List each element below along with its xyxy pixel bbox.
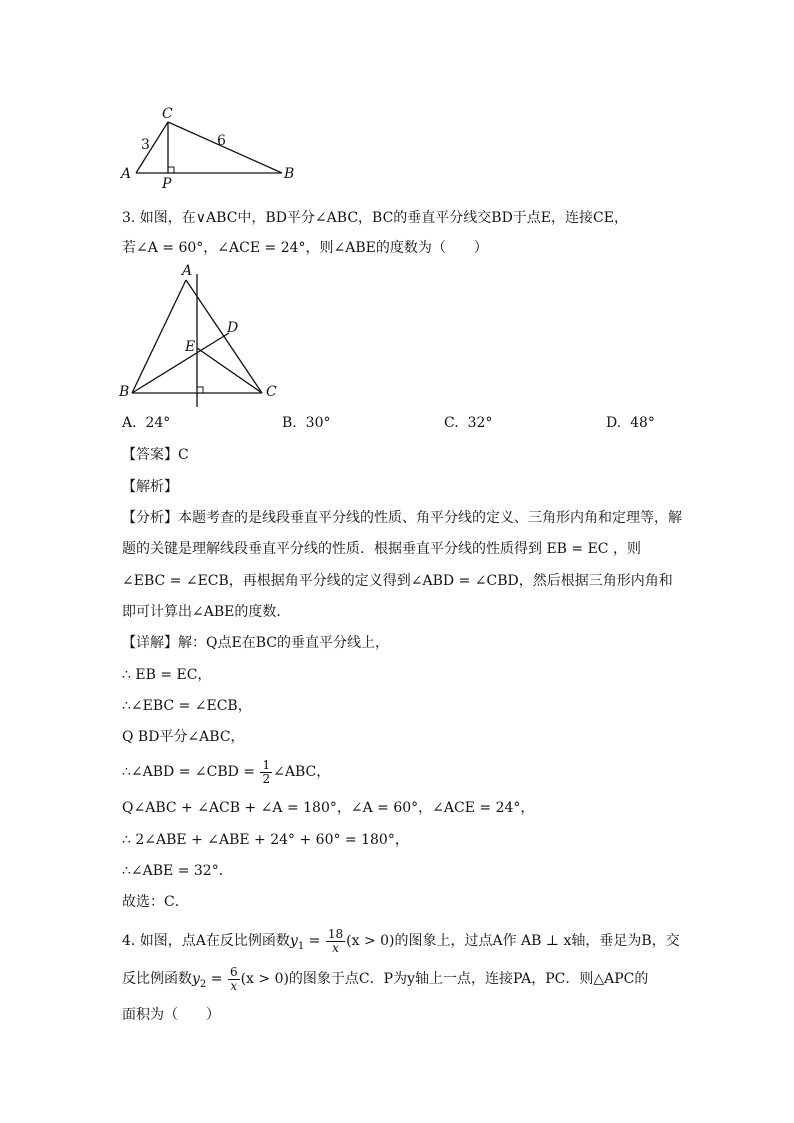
label-p: P bbox=[162, 176, 172, 190]
q3-option-b[interactable] bbox=[282, 415, 330, 431]
option-value: 24° bbox=[145, 415, 171, 431]
q3-detail-line3: ∴∠EBC = ∠ECB， bbox=[122, 698, 252, 714]
label-side-cb: 6 bbox=[217, 133, 226, 149]
fraction-numerator: 18 bbox=[327, 926, 344, 941]
bisect-suffix: ∠ABC， bbox=[273, 764, 331, 780]
label-c: C bbox=[162, 106, 173, 122]
fraction-18-over-x bbox=[326, 928, 345, 955]
q3-detail-line8: 故选：C． bbox=[122, 894, 189, 910]
label-b: B bbox=[119, 384, 130, 400]
option-value: 30° bbox=[305, 415, 331, 431]
fraction-denominator: x bbox=[332, 940, 339, 955]
option-label: D. bbox=[606, 415, 622, 431]
q3-stem-line1: 3. 如图，在∨ABC中，BD平分∠ABC，BC的垂直平分线交BD于点E，连接CE， bbox=[122, 210, 628, 226]
figure-triangle-abc bbox=[110, 260, 290, 410]
q3-detail-line1: 【详解】解：Q点E在BC的垂直平分线上， bbox=[122, 635, 389, 651]
figure-triangle-apc bbox=[110, 100, 310, 190]
q3-option-d[interactable] bbox=[606, 415, 655, 431]
q3-analysis-title: 【解析】 bbox=[122, 479, 178, 495]
q3-analysis-line4: 即可计算出∠ABE的度数． bbox=[122, 604, 291, 620]
q4-text: 反比例函数 bbox=[122, 971, 192, 987]
fraction-half bbox=[260, 759, 272, 786]
q3-detail-line2: ∴ EB = EC， bbox=[122, 667, 212, 683]
q4-var-y: y bbox=[192, 971, 200, 987]
option-label: C. bbox=[444, 415, 459, 431]
q4-stem-line2 bbox=[122, 963, 648, 1001]
q4-eq: = bbox=[304, 933, 325, 949]
q3-detail-bisect bbox=[122, 757, 330, 787]
q4-var-y: y bbox=[289, 933, 298, 949]
option-label: A. bbox=[122, 415, 137, 431]
option-label: B. bbox=[282, 415, 297, 431]
q4-eq: = bbox=[206, 971, 227, 987]
label-b: B bbox=[284, 166, 295, 182]
label-side-ac: 3 bbox=[141, 137, 150, 153]
q4-text: (x > 0)的图象于点C．P为y轴上一点，连接PA，PC．则△APC的 bbox=[240, 971, 649, 987]
q4-text: (x > 0)的图象上，过点A作 AB ⊥ x轴，垂足为B，交 bbox=[346, 933, 680, 949]
fraction-6-over-x bbox=[228, 966, 240, 993]
option-value: 32° bbox=[467, 415, 493, 431]
q4-subscript: 2 bbox=[199, 978, 207, 990]
label-d: D bbox=[227, 320, 239, 336]
bisect-prefix: ∴∠ABD = ∠CBD = bbox=[122, 764, 260, 780]
fraction-numerator: 1 bbox=[262, 757, 271, 772]
q3-answer: 【答案】C bbox=[122, 447, 189, 463]
q3-analysis-line1: 【分析】本题考查的是线段垂直平分线的性质、角平分线的定义、三角形内角和定理等，解 bbox=[122, 510, 682, 526]
q3-stem-line2: 若∠A = 60°，∠ACE = 24°，则∠ABE的度数为（ ） bbox=[122, 240, 488, 256]
label-a: A bbox=[121, 166, 132, 182]
q4-text: 4. 如图，点A在反比例函数 bbox=[122, 933, 290, 949]
q4-subscript: 1 bbox=[297, 940, 305, 952]
q3-analysis-line2: 题的关键是理解线段垂直平分线的性质．根据垂直平分线的性质得到 EB = EC ，则 bbox=[122, 541, 641, 557]
q4-stem-line1 bbox=[122, 925, 680, 963]
label-c: C bbox=[266, 384, 277, 400]
label-e: E bbox=[185, 339, 196, 355]
option-value: 48° bbox=[630, 415, 655, 431]
fraction-denominator: 2 bbox=[262, 771, 271, 786]
q3-option-a[interactable] bbox=[122, 415, 170, 431]
fraction-numerator: 6 bbox=[229, 964, 238, 979]
q4-stem-line3: 面积为（ ） bbox=[122, 1007, 220, 1023]
q3-detail-line5: Q∠ABC + ∠ACB + ∠A = 180°，∠A = 60°，∠ACE = 24°， bbox=[122, 800, 535, 816]
q3-detail-line4: Q BD平分∠ABC， bbox=[122, 729, 245, 745]
q3-detail-line6: ∴ 2∠ABE + ∠ABE + 24° + 60° = 180°， bbox=[122, 832, 409, 848]
q3-analysis-line3: ∠EBC = ∠ECB，再根据角平分线的定义得到∠ABD = ∠CBD，然后根据三角形内角和 bbox=[122, 573, 673, 589]
q3-detail-line7: ∴∠ABE = 32°． bbox=[122, 863, 233, 879]
q3-option-c[interactable] bbox=[444, 415, 492, 431]
fraction-denominator: x bbox=[230, 978, 238, 993]
label-a: A bbox=[182, 263, 193, 279]
